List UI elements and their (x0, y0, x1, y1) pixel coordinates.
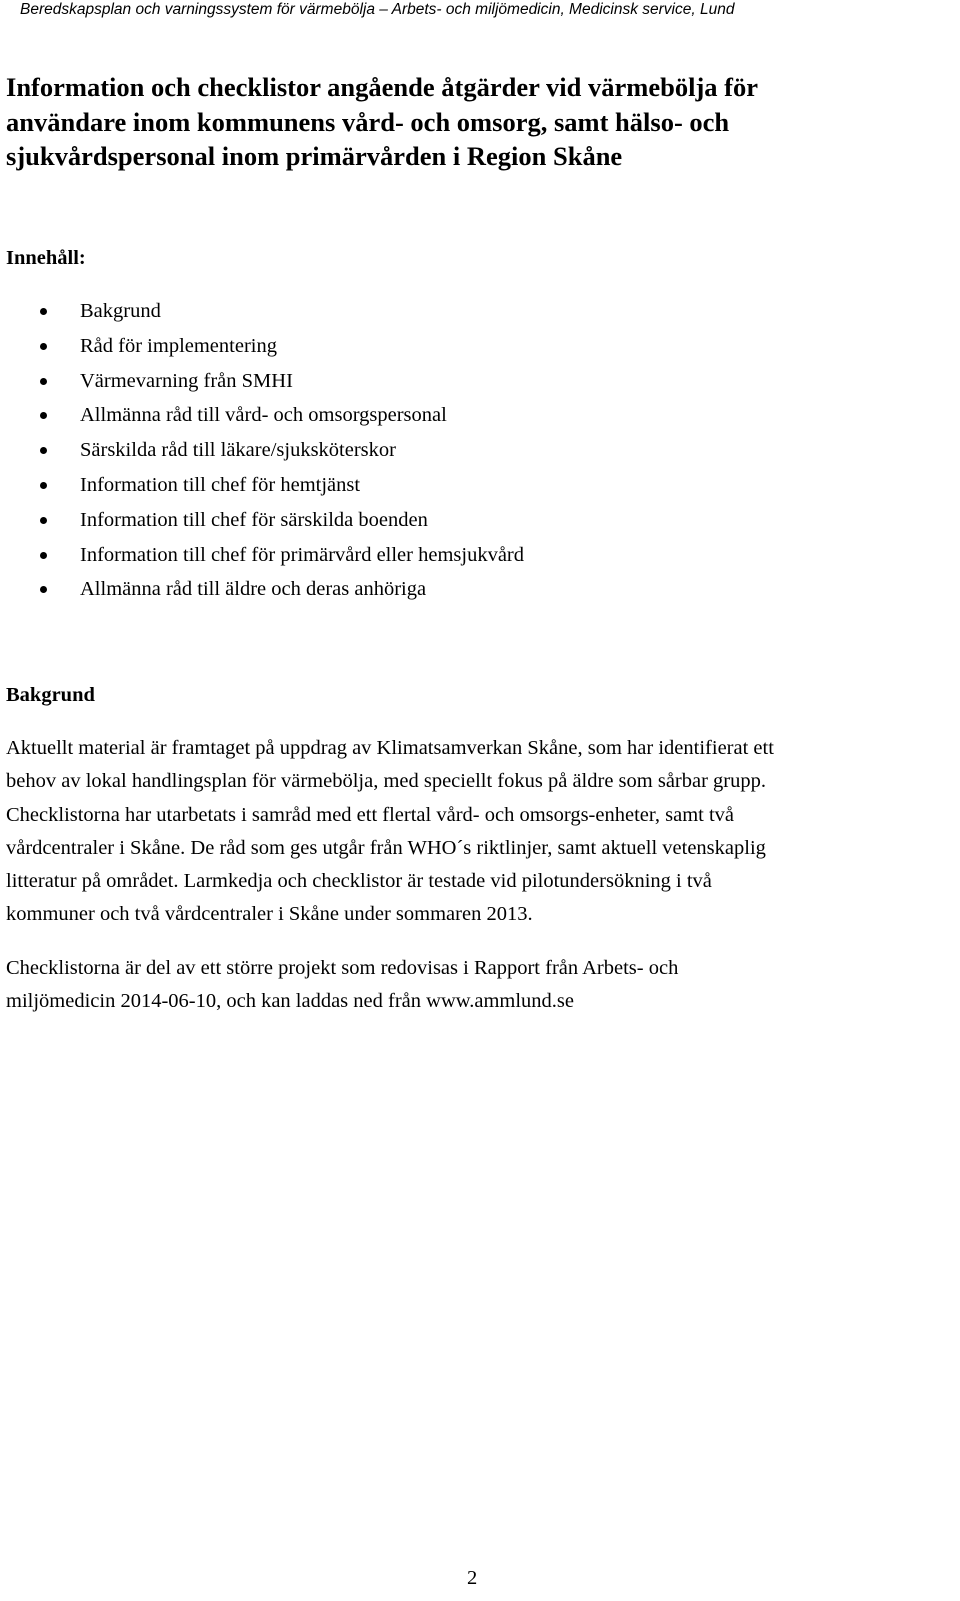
toc-item (0, 542, 524, 577)
bullet-icon (40, 447, 47, 454)
project-paragraph (6, 952, 946, 1019)
toc-item-label: Särskilda råd till läkare/sjuksköterskor (80, 439, 396, 462)
paragraph-line: behov av lokal handlingsplan för värmebölja, med speciellt fokus på äldre som sårbar grupp. (6, 770, 766, 793)
toc-list (0, 298, 524, 611)
toc-item (0, 437, 524, 472)
toc-item (0, 298, 524, 333)
bullet-icon (40, 552, 47, 559)
toc-item (0, 472, 524, 507)
bullet-icon (40, 517, 47, 524)
bullet-icon (40, 586, 47, 593)
toc-item-label: Bakgrund (80, 300, 161, 322)
paragraph-line: Checklistorna har utarbetats i samråd med ett flertal vård- och omsorgs-enheter, samt två (6, 803, 735, 826)
paragraph-line: kommuner och två vårdcentraler i Skåne under sommaren 2013. (6, 903, 533, 926)
toc-heading: Innehåll: (6, 247, 86, 269)
running-header: Beredskapsplan och varningssystem för värmebölja – Arbets- och miljömedicin, Medicinsk service, Lund (20, 1, 735, 18)
toc-item (0, 402, 524, 437)
toc-item-label: Allmänna råd till vård- och omsorgspersonal (80, 404, 447, 427)
document-title (6, 70, 946, 174)
bullet-icon (40, 482, 47, 489)
paragraph-line: litteratur på området. Larmkedja och checklistor är testade vid pilotundersökning i två (6, 870, 712, 893)
paragraph-line: Aktuellt material är framtaget på uppdrag av Klimatsamverkan Skåne, som har identifierat ett (6, 737, 774, 759)
bullet-icon (40, 412, 47, 419)
section-heading-bakgrund: Bakgrund (6, 684, 95, 706)
toc-item-label: Information till chef för primärvård eller hemsjukvård (80, 543, 525, 566)
toc-item-label: Värmevarning från SMHI (80, 369, 293, 392)
toc-item-label: Allmänna råd till äldre och deras anhöriga (80, 578, 427, 601)
toc-item (0, 576, 524, 611)
bullet-icon (40, 308, 47, 315)
toc-item (0, 333, 524, 368)
document-title-line: användare inom kommunens vård- och omsorg, samt hälso- och (6, 106, 730, 137)
toc-item-label: Information till chef för särskilda boenden (80, 508, 428, 531)
paragraph-line: miljömedicin 2014-06-10, och kan laddas ned från www.ammlund.se (6, 990, 574, 1013)
toc-item-label: Råd för implementering (80, 334, 277, 357)
toc-item (0, 368, 524, 403)
toc-item-label: Information till chef för hemtjänst (80, 473, 361, 496)
bullet-icon (40, 343, 47, 350)
document-title-line: Information och checklistor angående åtgärder vid värmebölja för (6, 72, 758, 102)
page-number: 2 (467, 1567, 478, 1589)
background-paragraph (6, 732, 946, 932)
paragraph-line: Checklistorna är del av ett större projekt som redovisas i Rapport från Arbets- och (6, 957, 679, 979)
paragraph-line: vårdcentraler i Skåne. De råd som ges utgår från WHO´s riktlinjer, samt aktuell vetenskaplig (6, 836, 766, 859)
bullet-icon (40, 378, 47, 385)
toc-item (0, 507, 524, 542)
document-title-line: sjukvårdspersonal inom primärvården i Region Skåne (6, 141, 623, 171)
